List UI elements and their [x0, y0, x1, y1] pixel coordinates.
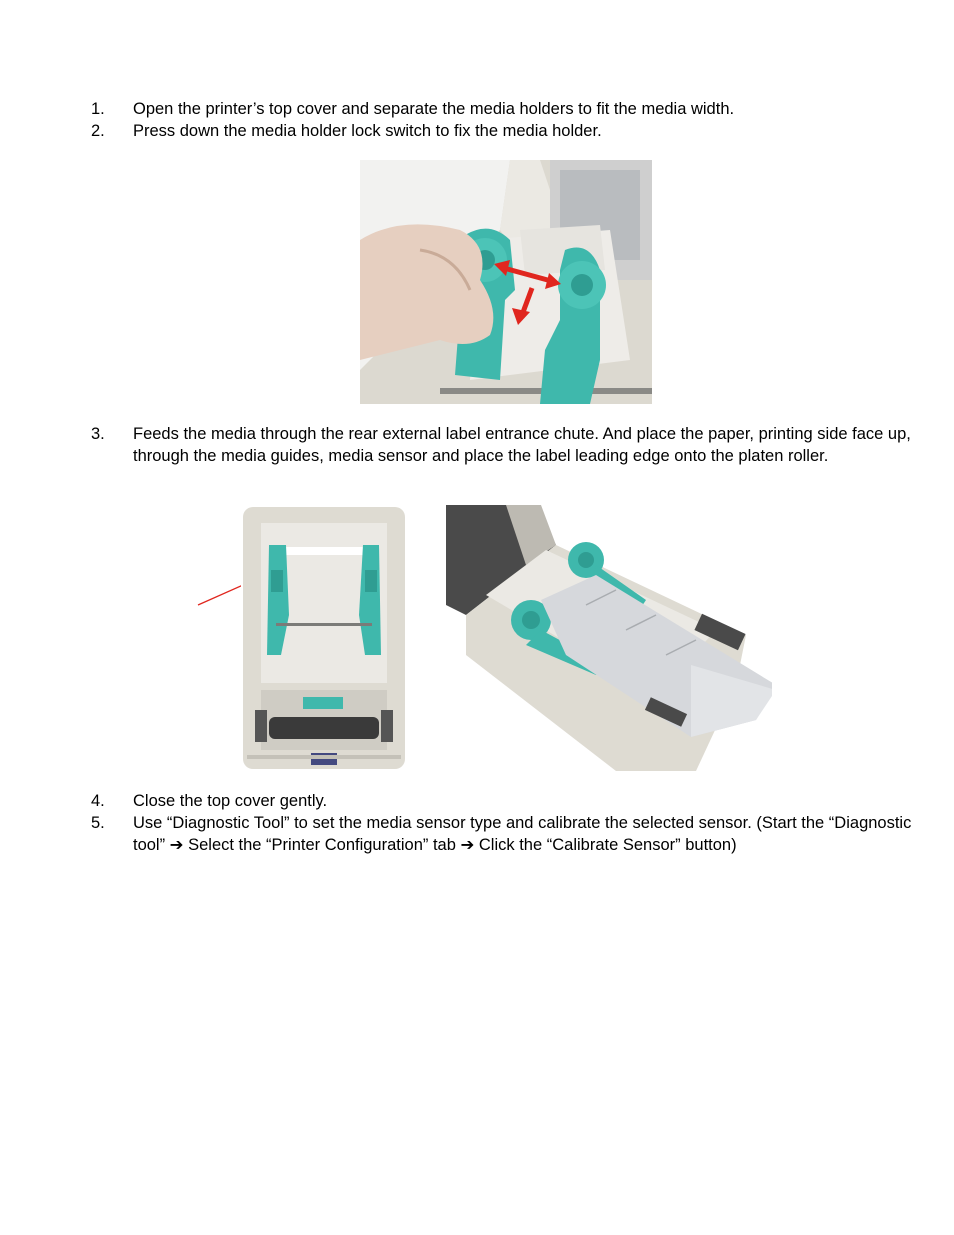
step-2-number: 2. [91, 122, 105, 140]
step-4-text: Close the top cover gently. [133, 792, 328, 810]
step-5-text: Use “Diagnostic Tool” to set the media sensor type and calibrate the selected sensor. (Start the “Diagnostic tool” ➔ Select the “Printer Configuration” tab ➔ Click the “Calibrate Sensor” button) [133, 814, 912, 854]
photo-media-holders [360, 160, 652, 404]
photo-angled-view [446, 505, 772, 771]
step-5-number: 5. [91, 814, 105, 832]
step-1-number: 1. [91, 100, 105, 118]
step-3-text: Feeds the media through the rear external label entrance chute. And place the paper, printing side face up, through the media guides, media sensor and place the label leading edge onto the platen roller. [133, 425, 911, 465]
step-1-text: Open the printer’s top cover and separate the media holders to fit the media width. [133, 100, 735, 118]
step-1 [91, 99, 933, 121]
step-5 [91, 813, 923, 856]
step-3 [91, 424, 933, 467]
step-3-number: 3. [91, 425, 105, 443]
photo-top-view [241, 505, 407, 771]
step-4 [91, 791, 933, 813]
step-2-text: Press down the media holder lock switch to fix the media holder. [133, 122, 602, 140]
step-2 [91, 121, 933, 143]
step-4-number: 4. [91, 792, 105, 810]
